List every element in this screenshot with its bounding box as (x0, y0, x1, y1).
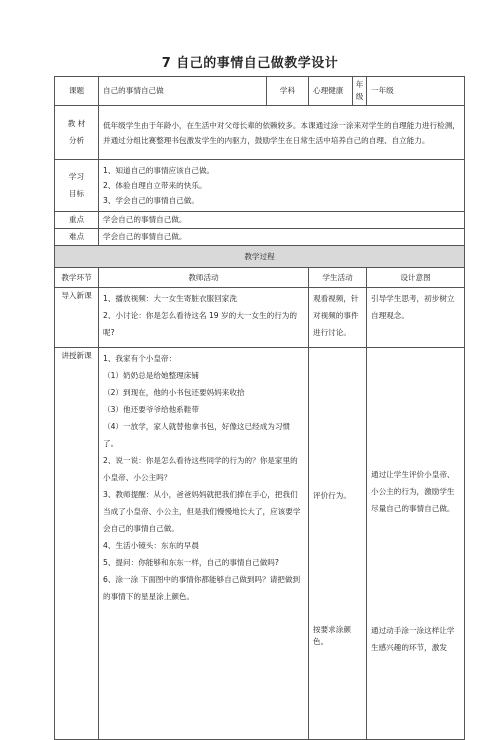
lesson-teacher-item-10: 6、涂一涂 下面图中的事情你都能够自己做到吗？请把做到的事情下的星星涂上颜色。 (103, 575, 301, 601)
goal-item-1: 1、知道自己的事情应该自己做。 (103, 166, 215, 175)
column-teacher: 教师活动 (99, 268, 309, 288)
goal-item-3: 3、学会自己的事情自己做。 (103, 196, 199, 205)
intro-student: 观看视频，针对视频的事件进行讨论。 (309, 288, 367, 348)
goals-label (55, 160, 99, 212)
lesson-teacher-item-1: 1、我家有个小皇帝： (103, 354, 177, 363)
goals-label-line1: 学习 (68, 172, 85, 181)
grade-value: 一年级 (367, 77, 465, 106)
analysis-label-line2: 分析 (68, 136, 85, 145)
lesson-stage: 讲授新课 (55, 348, 99, 740)
process-columns-row (55, 268, 465, 288)
column-intent: 设计意图 (367, 268, 465, 288)
intro-teacher-item-1: 1、播放视频：大一女生寄脏衣服回家洗 (103, 294, 237, 303)
topic-value: 自己的事情自己做 (99, 77, 267, 106)
goals-label-line2: 目标 (68, 189, 85, 198)
goal-item-2: 2、体验自理自立带来的快乐。 (103, 181, 207, 190)
column-stage: 教学环节 (55, 268, 99, 288)
analysis-row (55, 106, 465, 160)
grade-label: 年级 (353, 77, 367, 106)
difficulty-label: 难点 (55, 229, 99, 246)
lesson-teacher-item-4: （3）他还要爷爷给他系鞋带 (103, 405, 199, 414)
lesson-teacher-item-7: 3、教师提醒：从小，爸爸妈妈就把我们捧在手心，把我们当成了小皇帝、小公主，但是我们慢慢地长大了，应该要学会自己的事情自己做。 (103, 490, 301, 533)
intro-teacher (99, 288, 309, 348)
key-point-label: 重点 (55, 212, 99, 229)
lesson-row (55, 348, 465, 740)
lesson-teacher-item-3: （2）到现在，他的小书包还要妈妈来收拾 (103, 388, 245, 397)
info-row (55, 77, 465, 106)
goals-list (99, 160, 465, 212)
analysis-text: 低年级学生由于年龄小，在生活中对父母长辈的依赖较多。本课通过涂一涂来对学生的自理能力进行检测，并通过分组比赛整理书包激发学生的内驱力，鼓励学生在日常生活中培养自己的自理、自立能力。 (99, 106, 465, 160)
intro-teacher-item-2: 2、小讨论：你是怎么看待这名 19 岁的大一女生的行为的呢? (103, 311, 297, 337)
intro-stage: 导入新课 (55, 288, 99, 348)
intro-intent: 引导学生思考，初步树立自理观念。 (367, 288, 465, 348)
process-header-row (55, 246, 465, 268)
lesson-intent-2: 通过动手涂一涂这样让学生感兴趣的环节，激发 (371, 626, 455, 652)
key-point-row (55, 212, 465, 229)
intro-row (55, 288, 465, 348)
page-title: 7 自己的事情自己做教学设计 (161, 56, 339, 71)
topic-label: 课题 (55, 77, 99, 106)
difficulty-text: 学会自己的事情自己做。 (99, 229, 465, 246)
process-header: 教学过程 (55, 246, 465, 268)
lesson-intent-1: 通过让学生评价小皇帝、小公主的行为，激励学生尽量自己的事情自己做。 (371, 470, 455, 513)
analysis-label-line1: 教 材 (67, 119, 86, 128)
lesson-intent (367, 348, 465, 740)
lesson-teacher-item-5: （4）一放学，家人就替他拿书包，好像这已经成为习惯了。 (103, 422, 291, 448)
lesson-plan-table (54, 76, 465, 740)
lesson-student-1: 评价行为。 (313, 491, 351, 500)
lesson-teacher-item-8: 4、生活小镜头：东东的早晨 (103, 541, 199, 550)
lesson-student (309, 348, 367, 740)
analysis-label (55, 106, 99, 160)
subject-label: 学科 (267, 77, 309, 106)
subject-value: 心理健康 (309, 77, 353, 106)
goals-row (55, 160, 465, 212)
lesson-teacher-item-2: （1）奶奶总是给她整理床铺 (103, 371, 199, 380)
lesson-student-2: 按要求涂颜色。 (313, 625, 351, 646)
difficulty-row (55, 229, 465, 246)
key-point-text: 学会自己的事情自己做。 (99, 212, 465, 229)
column-student: 学生活动 (309, 268, 367, 288)
lesson-teacher-item-9: 5、提问：你能够和东东一样，自己的事情自己做吗? (103, 558, 279, 567)
lesson-teacher-item-6: 2、说一说：你是怎么看待这些同学的行为的？你是家里的小皇帝、小公主吗？ (103, 456, 298, 482)
lesson-teacher (99, 348, 309, 740)
